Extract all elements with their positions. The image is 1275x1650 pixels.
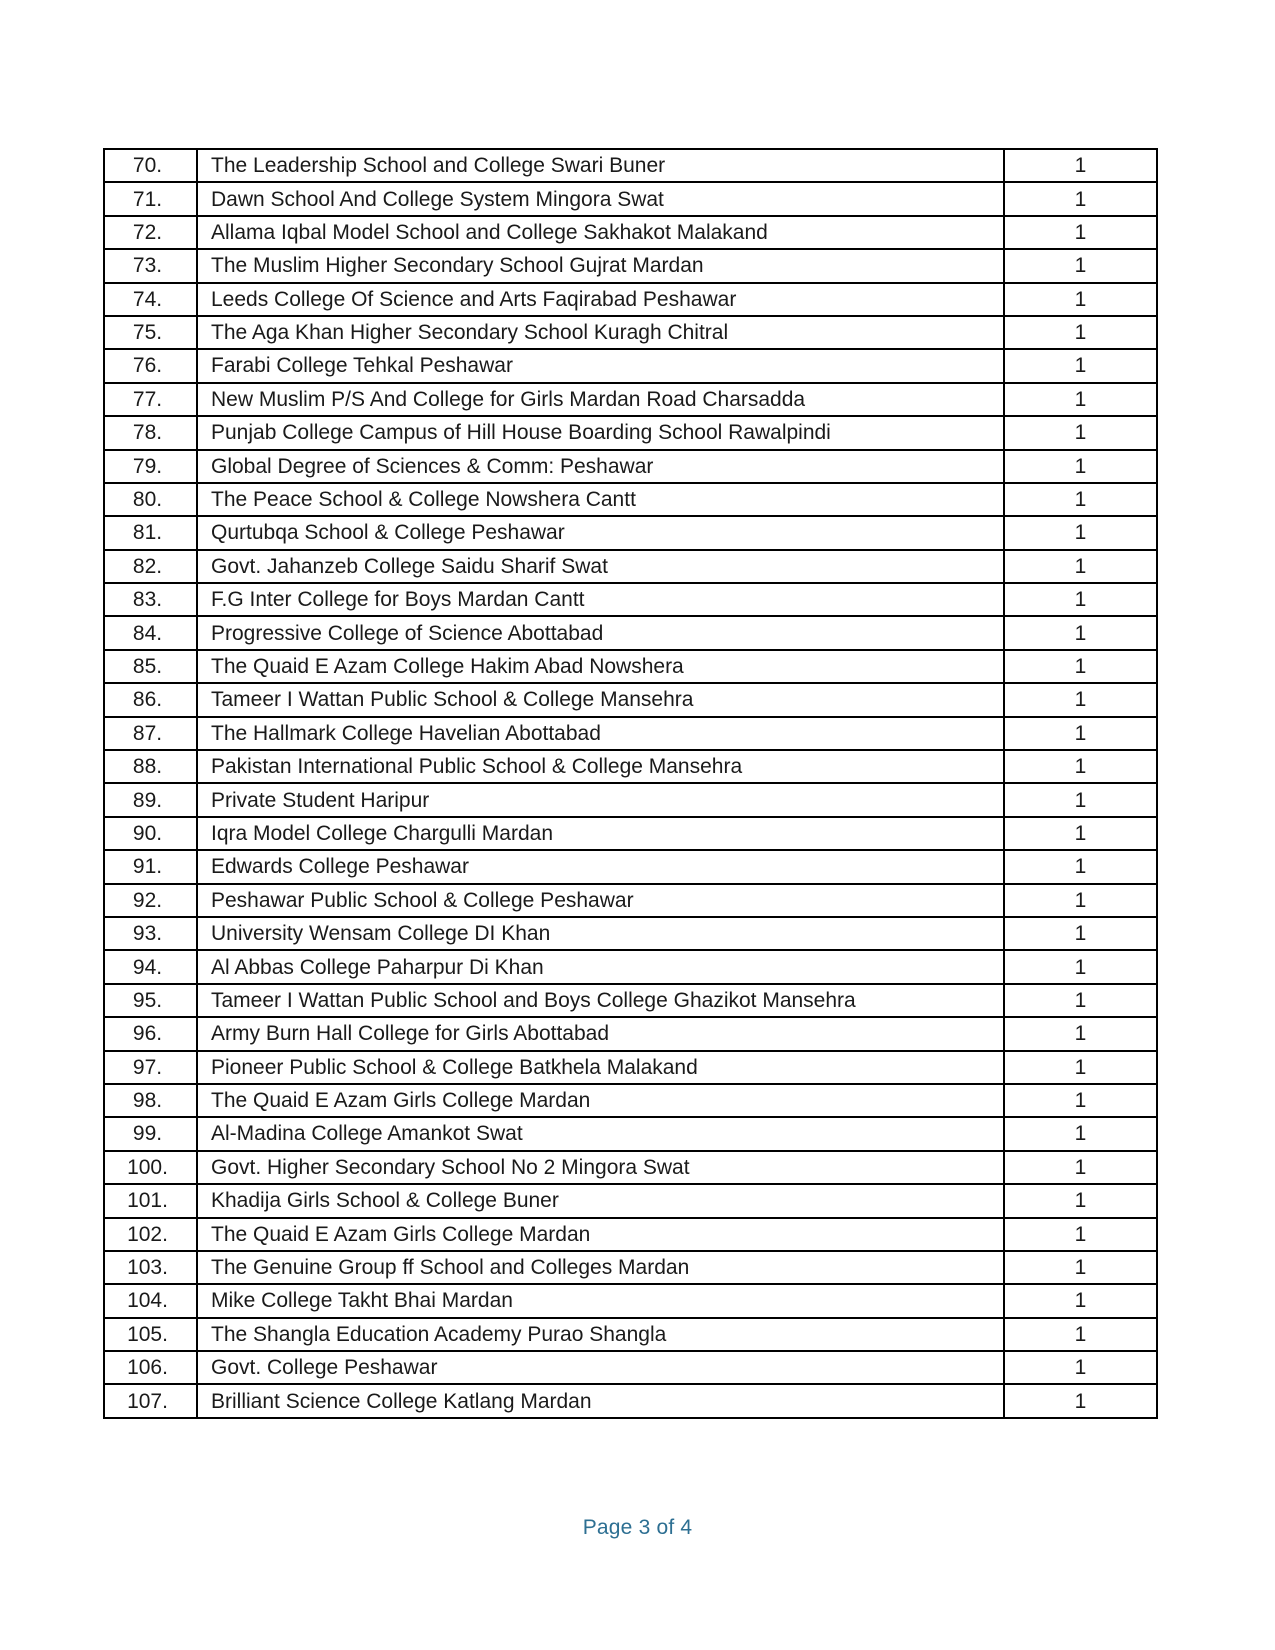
institution-name: Govt. Higher Secondary School No 2 Mingora Swat	[197, 1151, 1004, 1184]
institution-name: Peshawar Public School & College Peshawar	[197, 884, 1004, 917]
table-row	[104, 650, 1157, 683]
table-row	[104, 1351, 1157, 1384]
count-value: 1	[1004, 383, 1157, 416]
count-value: 1	[1004, 416, 1157, 449]
institution-table	[103, 148, 1158, 1419]
count-value: 1	[1004, 1184, 1157, 1217]
row-serial-number: 100.	[104, 1151, 197, 1184]
row-serial-number: 82.	[104, 550, 197, 583]
count-value: 1	[1004, 182, 1157, 215]
row-serial-number: 90.	[104, 817, 197, 850]
table-row	[104, 1084, 1157, 1117]
count-value: 1	[1004, 583, 1157, 616]
row-serial-number: 96.	[104, 1017, 197, 1050]
count-value: 1	[1004, 984, 1157, 1017]
row-serial-number: 88.	[104, 750, 197, 783]
row-serial-number: 102.	[104, 1218, 197, 1251]
table-row	[104, 550, 1157, 583]
count-value: 1	[1004, 850, 1157, 883]
institution-name: Allama Iqbal Model School and College Sakhakot Malakand	[197, 216, 1004, 249]
table-body	[104, 149, 1157, 1418]
institution-name: Mike College Takht Bhai Mardan	[197, 1284, 1004, 1317]
row-serial-number: 89.	[104, 783, 197, 816]
row-serial-number: 76.	[104, 349, 197, 382]
row-serial-number: 91.	[104, 850, 197, 883]
count-value: 1	[1004, 1218, 1157, 1251]
row-serial-number: 84.	[104, 616, 197, 649]
count-value: 1	[1004, 1151, 1157, 1184]
row-serial-number: 85.	[104, 650, 197, 683]
row-serial-number: 98.	[104, 1084, 197, 1117]
table-row	[104, 149, 1157, 182]
row-serial-number: 103.	[104, 1251, 197, 1284]
table-row	[104, 383, 1157, 416]
table-row	[104, 1151, 1157, 1184]
institution-name: Al-Madina College Amankot Swat	[197, 1117, 1004, 1150]
institution-name: Dawn School And College System Mingora Swat	[197, 182, 1004, 215]
count-value: 1	[1004, 783, 1157, 816]
institution-name: The Quaid E Azam College Hakim Abad Nowshera	[197, 650, 1004, 683]
count-value: 1	[1004, 1117, 1157, 1150]
table-row	[104, 349, 1157, 382]
count-value: 1	[1004, 616, 1157, 649]
row-serial-number: 83.	[104, 583, 197, 616]
institution-name: Qurtubqa School & College Peshawar	[197, 516, 1004, 549]
institution-name: Private Student Haripur	[197, 783, 1004, 816]
table-row	[104, 416, 1157, 449]
count-value: 1	[1004, 1051, 1157, 1084]
row-serial-number: 86.	[104, 683, 197, 716]
row-serial-number: 101.	[104, 1184, 197, 1217]
institution-name: The Aga Khan Higher Secondary School Kuragh Chitral	[197, 316, 1004, 349]
count-value: 1	[1004, 1284, 1157, 1317]
table-row	[104, 483, 1157, 516]
table-row	[104, 717, 1157, 750]
table-row	[104, 1117, 1157, 1150]
table-row	[104, 783, 1157, 816]
count-value: 1	[1004, 1351, 1157, 1384]
table-row	[104, 216, 1157, 249]
table-row	[104, 450, 1157, 483]
table-row	[104, 750, 1157, 783]
count-value: 1	[1004, 216, 1157, 249]
institution-name: Farabi College Tehkal Peshawar	[197, 349, 1004, 382]
row-serial-number: 105.	[104, 1318, 197, 1351]
page-number-footer: Page 3 of 4	[582, 1516, 693, 1539]
row-serial-number: 73.	[104, 249, 197, 282]
institution-name: Govt. College Peshawar	[197, 1351, 1004, 1384]
row-serial-number: 99.	[104, 1117, 197, 1150]
row-serial-number: 77.	[104, 383, 197, 416]
row-serial-number: 97.	[104, 1051, 197, 1084]
count-value: 1	[1004, 917, 1157, 950]
institution-name: Iqra Model College Chargulli Mardan	[197, 817, 1004, 850]
count-value: 1	[1004, 650, 1157, 683]
table-row	[104, 1184, 1157, 1217]
row-serial-number: 95.	[104, 984, 197, 1017]
table-row	[104, 850, 1157, 883]
institution-name: Edwards College Peshawar	[197, 850, 1004, 883]
count-value: 1	[1004, 817, 1157, 850]
count-value: 1	[1004, 349, 1157, 382]
table-row	[104, 583, 1157, 616]
institution-name: The Peace School & College Nowshera Cantt	[197, 483, 1004, 516]
institution-name: The Leadership School and College Swari Buner	[197, 149, 1004, 182]
institution-name: Govt. Jahanzeb College Saidu Sharif Swat	[197, 550, 1004, 583]
institution-name: The Hallmark College Havelian Abottabad	[197, 717, 1004, 750]
count-value: 1	[1004, 483, 1157, 516]
institution-name: Al Abbas College Paharpur Di Khan	[197, 950, 1004, 983]
count-value: 1	[1004, 1084, 1157, 1117]
row-serial-number: 80.	[104, 483, 197, 516]
institution-name: Pioneer Public School & College Batkhela Malakand	[197, 1051, 1004, 1084]
count-value: 1	[1004, 149, 1157, 182]
row-serial-number: 71.	[104, 182, 197, 215]
institution-name: The Shangla Education Academy Purao Shangla	[197, 1318, 1004, 1351]
count-value: 1	[1004, 683, 1157, 716]
row-serial-number: 81.	[104, 516, 197, 549]
institution-name: Brilliant Science College Katlang Mardan	[197, 1384, 1004, 1417]
institution-name: University Wensam College DI Khan	[197, 917, 1004, 950]
institution-name: Tameer I Wattan Public School & College Mansehra	[197, 683, 1004, 716]
count-value: 1	[1004, 1318, 1157, 1351]
row-serial-number: 106.	[104, 1351, 197, 1384]
institution-name: Punjab College Campus of Hill House Boarding School Rawalpindi	[197, 416, 1004, 449]
institution-name: Leeds College Of Science and Arts Faqirabad Peshawar	[197, 283, 1004, 316]
row-serial-number: 92.	[104, 884, 197, 917]
count-value: 1	[1004, 283, 1157, 316]
row-serial-number: 74.	[104, 283, 197, 316]
table-row	[104, 182, 1157, 215]
row-serial-number: 70.	[104, 149, 197, 182]
row-serial-number: 104.	[104, 1284, 197, 1317]
count-value: 1	[1004, 1017, 1157, 1050]
table-row	[104, 1251, 1157, 1284]
row-serial-number: 93.	[104, 917, 197, 950]
table-row	[104, 817, 1157, 850]
table-row	[104, 1017, 1157, 1050]
institution-name: The Genuine Group ff School and Colleges Mardan	[197, 1251, 1004, 1284]
table-row	[104, 1384, 1157, 1417]
count-value: 1	[1004, 1384, 1157, 1417]
count-value: 1	[1004, 950, 1157, 983]
institution-name: Army Burn Hall College for Girls Abottabad	[197, 1017, 1004, 1050]
institution-name: Khadija Girls School & College Buner	[197, 1184, 1004, 1217]
table-row	[104, 1284, 1157, 1317]
row-serial-number: 107.	[104, 1384, 197, 1417]
institution-name: Tameer I Wattan Public School and Boys College Ghazikot Mansehra	[197, 984, 1004, 1017]
table-row	[104, 1051, 1157, 1084]
table-row	[104, 917, 1157, 950]
count-value: 1	[1004, 750, 1157, 783]
institution-name: The Quaid E Azam Girls College Mardan	[197, 1084, 1004, 1117]
row-serial-number: 75.	[104, 316, 197, 349]
count-value: 1	[1004, 550, 1157, 583]
institution-name: The Quaid E Azam Girls College Mardan	[197, 1218, 1004, 1251]
row-serial-number: 94.	[104, 950, 197, 983]
count-value: 1	[1004, 516, 1157, 549]
count-value: 1	[1004, 1251, 1157, 1284]
table-row	[104, 316, 1157, 349]
count-value: 1	[1004, 884, 1157, 917]
institution-name: Pakistan International Public School & College Mansehra	[197, 750, 1004, 783]
institution-name: Global Degree of Sciences & Comm: Peshawar	[197, 450, 1004, 483]
table-row	[104, 616, 1157, 649]
table-row	[104, 950, 1157, 983]
count-value: 1	[1004, 316, 1157, 349]
row-serial-number: 79.	[104, 450, 197, 483]
institution-name: Progressive College of Science Abottabad	[197, 616, 1004, 649]
row-serial-number: 78.	[104, 416, 197, 449]
count-value: 1	[1004, 249, 1157, 282]
count-value: 1	[1004, 717, 1157, 750]
table-row	[104, 884, 1157, 917]
table-row	[104, 683, 1157, 716]
count-value: 1	[1004, 450, 1157, 483]
row-serial-number: 72.	[104, 216, 197, 249]
institution-name: New Muslim P/S And College for Girls Mardan Road Charsadda	[197, 383, 1004, 416]
table-row	[104, 1218, 1157, 1251]
table-row	[104, 1318, 1157, 1351]
row-serial-number: 87.	[104, 717, 197, 750]
table-row	[104, 283, 1157, 316]
table-row	[104, 516, 1157, 549]
table-row	[104, 984, 1157, 1017]
institution-name: F.G Inter College for Boys Mardan Cantt	[197, 583, 1004, 616]
table-row	[104, 249, 1157, 282]
institution-name: The Muslim Higher Secondary School Gujrat Mardan	[197, 249, 1004, 282]
